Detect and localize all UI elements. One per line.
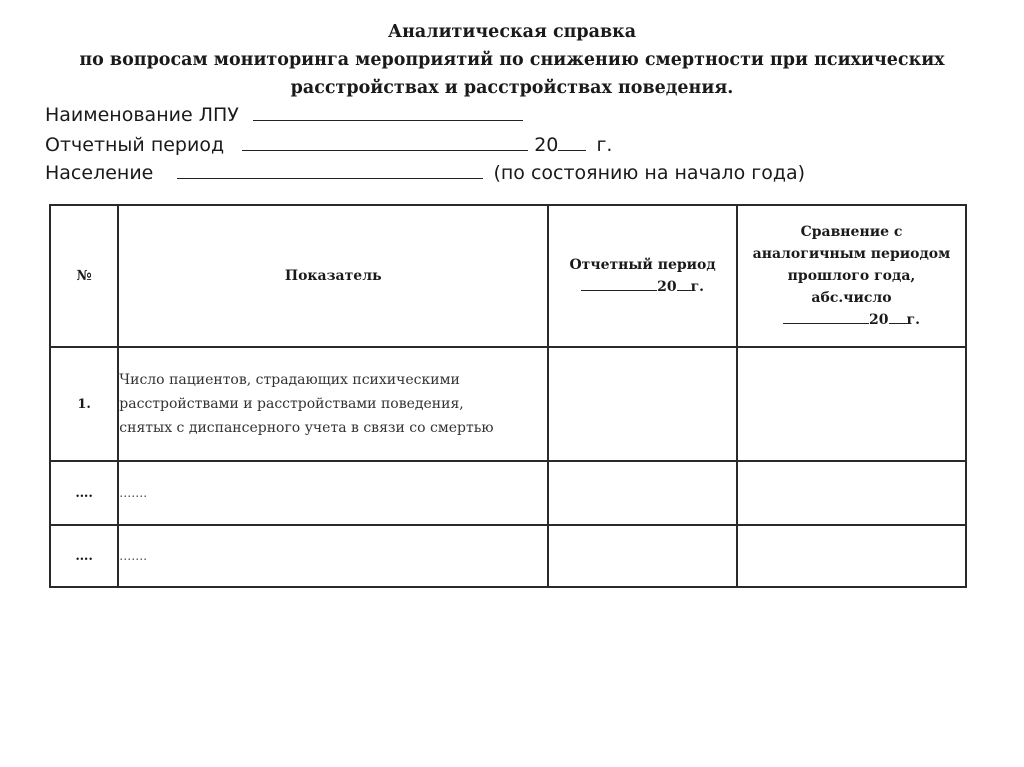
header-period-year-prefix: 20 — [657, 279, 677, 295]
header-compare — [737, 205, 966, 347]
header-period-year — [549, 276, 736, 298]
row-compare-cell[interactable] — [737, 525, 966, 587]
header-compare-year-blank — [889, 311, 907, 324]
header-compare-year-suffix: г. — [906, 312, 920, 328]
header-compare-year-prefix: 20 — [869, 312, 889, 328]
table-row — [50, 347, 966, 461]
row-num: …. — [50, 461, 118, 525]
population-note: (по состоянию на начало года) — [493, 162, 806, 184]
header-compare-year — [738, 309, 965, 331]
row-indicator: ……. — [118, 525, 548, 587]
row-compare-cell[interactable] — [737, 461, 966, 525]
period-label: Отчетный период — [45, 134, 225, 156]
table-row — [50, 525, 966, 587]
header-compare-blank — [783, 311, 869, 324]
header-period-blank — [581, 278, 657, 291]
period-year-prefix: 20 — [534, 134, 559, 156]
row-period-cell[interactable] — [548, 461, 737, 525]
header-num: № — [50, 205, 118, 347]
lpu-label: Наименование ЛПУ — [45, 104, 239, 126]
document-title: Аналитическая справка — [387, 22, 637, 42]
population-input-line[interactable] — [177, 162, 483, 179]
table-row — [50, 461, 966, 525]
row-indicator-line3: снятых с диспансерного учета в связи со смертью — [119, 420, 494, 436]
period-field — [45, 134, 612, 156]
population-field — [45, 162, 805, 184]
row-indicator — [118, 347, 548, 461]
row-compare-cell[interactable] — [737, 347, 966, 461]
row-indicator-line1: Число пациентов, страдающих психическими — [119, 372, 460, 388]
row-period-cell[interactable] — [548, 525, 737, 587]
header-compare-line3: прошлого года, — [787, 268, 916, 284]
document-subtitle-line1: по вопросам мониторинга мероприятий по снижению смертности при психических — [79, 50, 945, 70]
report-table — [49, 204, 967, 588]
period-year-suffix: г. — [596, 134, 613, 156]
document-subtitle-line2: расстройствах и расстройствах поведения. — [290, 78, 734, 98]
row-indicator-line2: расстройствами и расстройствами поведения, — [119, 396, 464, 412]
header-indicator: Показатель — [118, 205, 548, 347]
table-header-row — [50, 205, 966, 347]
row-indicator: ……. — [118, 461, 548, 525]
header-compare-line1: Сравнение с — [800, 224, 903, 240]
header-compare-line2: аналогичным периодом — [752, 246, 951, 262]
header-period-year-suffix: г. — [690, 279, 705, 295]
row-num: 1. — [50, 347, 118, 461]
header-period-year-blank — [677, 278, 691, 291]
row-num: …. — [50, 525, 118, 587]
header-period-label: Отчетный период — [569, 257, 716, 273]
lpu-field — [45, 104, 523, 126]
period-input-line[interactable] — [242, 134, 528, 151]
lpu-input-line[interactable] — [253, 104, 523, 121]
period-year-input[interactable] — [558, 134, 586, 151]
header-period — [548, 205, 737, 347]
header-compare-line4: абс.число — [811, 290, 892, 306]
row-period-cell[interactable] — [548, 347, 737, 461]
population-label: Население — [45, 162, 154, 184]
